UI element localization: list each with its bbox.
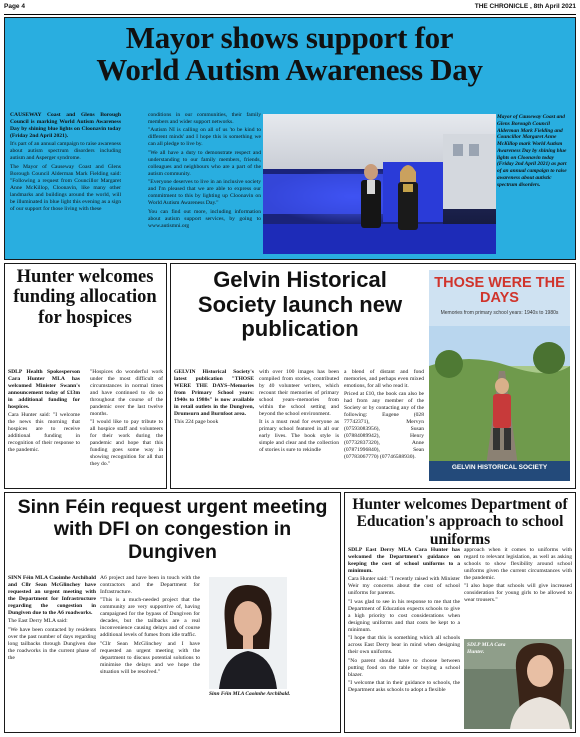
page-header: [4, 3, 576, 13]
autism-para: It's part of an annual campaign to raise awareness about autism spectrum disorders including autism and Asperger syndrome.: [10, 141, 121, 162]
dfi-headline: Sinn Féin request urgent meeting with DFI on congestion in Dungiven: [17, 496, 328, 563]
hospices-lead: SDLP Health Spokesperson Cara Hunter MLA has welcomed Minister Swann's announcement today of £13m in additional funding for hospices.: [8, 369, 80, 410]
uniforms-para: "I hope that this is something which all schools across East Derry bear in mind when designing their own uniforms.: [348, 635, 460, 656]
uniforms-col-2: [464, 547, 572, 615]
uniforms-lead: SDLP East Derry MLA Cara Hunter has welcomed the Department's guidance on keeping the cost of school uniforms to a minimum.: [348, 547, 460, 574]
archibald-photo: [209, 577, 287, 689]
autism-para: "We all have a duty to demonstrate respect and understanding to our family members, friends, colleagues and neighbours who are a part of the autism community.: [148, 149, 261, 177]
dfi-para: "We have been contacted by residents over the past number of days regarding long tailbacks through Dungiven due the roadworks in the current phase of the: [8, 626, 96, 661]
page-number: Page 4: [4, 3, 25, 10]
uniforms-para: "I also hope that schools will give increased consideration for young girls to be allowed to wear trousers.": [464, 583, 572, 604]
book-cover-image: [429, 270, 570, 481]
gelvin-article: [170, 263, 576, 489]
dfi-lead: SINN Féin MLA Caoimhe Archibald and Cllr Sean McGlinchey have requested an urgent meeting with the Department for Infrastructure regarding the congestion in Dungiven due to the A6 roadworks.: [8, 575, 96, 616]
uniforms-para: "No parent should have to choose between putting food on the table or buying a school blazer.: [348, 657, 460, 678]
gelvin-lead: GELVIN Historical Society's latest publication "THOSE WERE THE DAYS–Memories from Primary School years: 1940s to 1980s" is now available in retail outlets in the Dungiven, Drumsurn and Burnfoot area.: [174, 369, 254, 417]
gelvin-col-2: [259, 369, 339, 487]
autism-para: "Autism NI is calling on all of us 'to be kind to different minds' and I hope this is something we can all pledge to live by.: [148, 127, 261, 148]
uniforms-para: Cara Hunter said: "I recently raised with Minister Weir my concerns about the cost of school uniforms for parents.: [348, 576, 460, 597]
autism-col-1: [10, 112, 121, 258]
book-cover-publisher: GELVIN HISTORICAL SOCIETY: [451, 464, 548, 471]
gelvin-col-3: [344, 369, 424, 487]
gelvin-para: This 224 page book: [174, 419, 219, 426]
hunter-caption: SDLP MLA Cara Hunter.: [467, 642, 506, 655]
autism-photo-caption: Mayor of Causeway Coast and Glens Borough Council Alderman Mark Fielding and Councillor Margaret Anne McKillop mark World Autism Awareness Day by shining blue lights on Cloonavin today (Friday 2nd April 2021) as part of an annual campaign to raise awareness about autistic spectrum disorders.: [497, 114, 567, 188]
dfi-col-1: [8, 575, 96, 729]
dfi-para: "This is a much-needed project that the community are very supportive of, having campaigned for the bypass of Dungiven for decades, but the tailbacks are a real inconvenience causing delays and of course additional levels of fumes from idle traffic.: [100, 597, 200, 639]
autism-para: "Everyone deserves to live in an inclusive society and I'm pleased that we are able to express our commitment to this by lighting up Cloonavin on World Autism Awareness Day.": [148, 179, 261, 207]
dfi-para: The East Derry MLA said:: [8, 618, 68, 625]
dfi-para: "Cllr Sean McGlinchey and I have requested an urgent meeting with the department to discuss potential solutions to minimise the delays and we hope the situation will be resolved.": [100, 640, 200, 675]
hospices-headline: Hunter welcomes funding allocation for hospices: [13, 267, 157, 328]
hospices-para: Cara Hunter said: "I welcome the news this morning that hospices are to receive additional funding in recognition of their response to the pandemic.: [8, 412, 80, 454]
uniforms-article: [344, 492, 576, 733]
uniforms-para: "I was glad to see in his response to me that the Department of Education expects schools to give a high priority to cost considerations when designing uniforms and that costs be kept to a minimum.: [348, 598, 460, 633]
hospices-col-2: [90, 369, 163, 487]
gelvin-headline: Gelvin Historical Society launch new publication: [197, 267, 403, 342]
dfi-col-2: [100, 575, 200, 729]
book-cover-art: [429, 326, 570, 481]
hospices-article: [4, 263, 167, 489]
autism-col-2: [148, 112, 261, 258]
autism-para: conditions in our communities, their family members and wider support networks.: [148, 112, 261, 125]
book-cover-title: THOSE WERE THE DAYS: [434, 275, 565, 307]
book-cover-subtitle: Memories from primary school years: 1940s to 1980s: [440, 310, 559, 316]
gelvin-para: Priced at £10, the book can also be had from any member of the Society or by contacting any of the following: Eugene (028 77742371), Mervyn (07593083956), Susan (07884089942), Henry (07732837320), Anne (07871996840), Sean (07783067770) (07746588930).: [344, 391, 424, 461]
archibald-caption: Sinn Féin MLA Caoimhe Archibald.: [209, 691, 291, 697]
uniforms-para: "I welcome that in their guidance to schools, the Department asks schools to adopt a flexible: [348, 680, 460, 694]
gelvin-para: It is a must read for everyone as primary school featured in all our early lives. The book style is simple and clear and the collection of stories is sure to rekindle: [259, 419, 339, 454]
autism-lead: CAUSEWAY Coast and Glens Borough Council is marking World Autism Awareness Day by shining blue lights on Cloonavin today (Friday 2nd April 2021).: [10, 112, 121, 139]
header-rule: [4, 14, 576, 15]
gelvin-para: with over 100 images has been compiled from stories, contributed by 40 volunteer writers, which recount their memories of primary school years–memories from within the school setting and beyond the school environment.: [259, 369, 339, 417]
hospices-para: "Hospices do wonderful work under the most difficult of circumstances in normal times and have continued to do so throughout the course of the pandemic over the last twelve months.: [90, 369, 163, 417]
autism-headline-line2: World Autism Awareness Day: [96, 51, 483, 87]
uniforms-para: approach when it comes to uniforms with regard to relevant legislation, as well as asking schools to show flexibility around school uniforms given the current circumstances with the pandemic.: [464, 547, 572, 581]
autism-para: You can find out more, including information about autism support services, by going to www.autismni.org: [148, 208, 261, 229]
autism-headline: [5, 22, 574, 85]
hunter-photo: [464, 639, 572, 729]
dfi-article: [4, 492, 341, 733]
uniforms-headline: Hunter welcomes Department of Education's approach to school uniforms: [352, 496, 568, 548]
autism-headline-line1: Mayor shows support for: [125, 20, 454, 55]
autism-article: [4, 17, 576, 260]
gelvin-para: a blend of distant and fond memories, and perhaps even mixed emotions, for all who read it.: [344, 369, 424, 389]
dfi-para: A6 project and have been in touch with the contractors and the Department for Infrastructure.: [100, 575, 200, 595]
hospices-col-1: [8, 369, 80, 487]
cloonavin-blue-lights-image: [263, 114, 496, 254]
hospices-para: "I would like to pay tribute to all hospice staff and volunteers for their work during the pandemic and hope that this funding goes some way in showing recognition for all that they do.": [90, 419, 163, 468]
masthead-date: THE CHRONICLE , 8th April 2021: [474, 3, 576, 10]
uniforms-col-1: [348, 547, 460, 729]
autism-para: The Mayor of Causeway Coast and Glens Borough Council Alderman Mark Fielding said: "Following a request from Councillor Margaret Anne McKillop, Cloonavin, like many other landmarks and buildings around the world, will be illuminated in blue light this evening as a sign of our support for those living with these: [10, 163, 121, 212]
gelvin-col-1: [174, 369, 254, 487]
portrait-image: [209, 577, 287, 689]
autism-photo: [263, 114, 496, 254]
